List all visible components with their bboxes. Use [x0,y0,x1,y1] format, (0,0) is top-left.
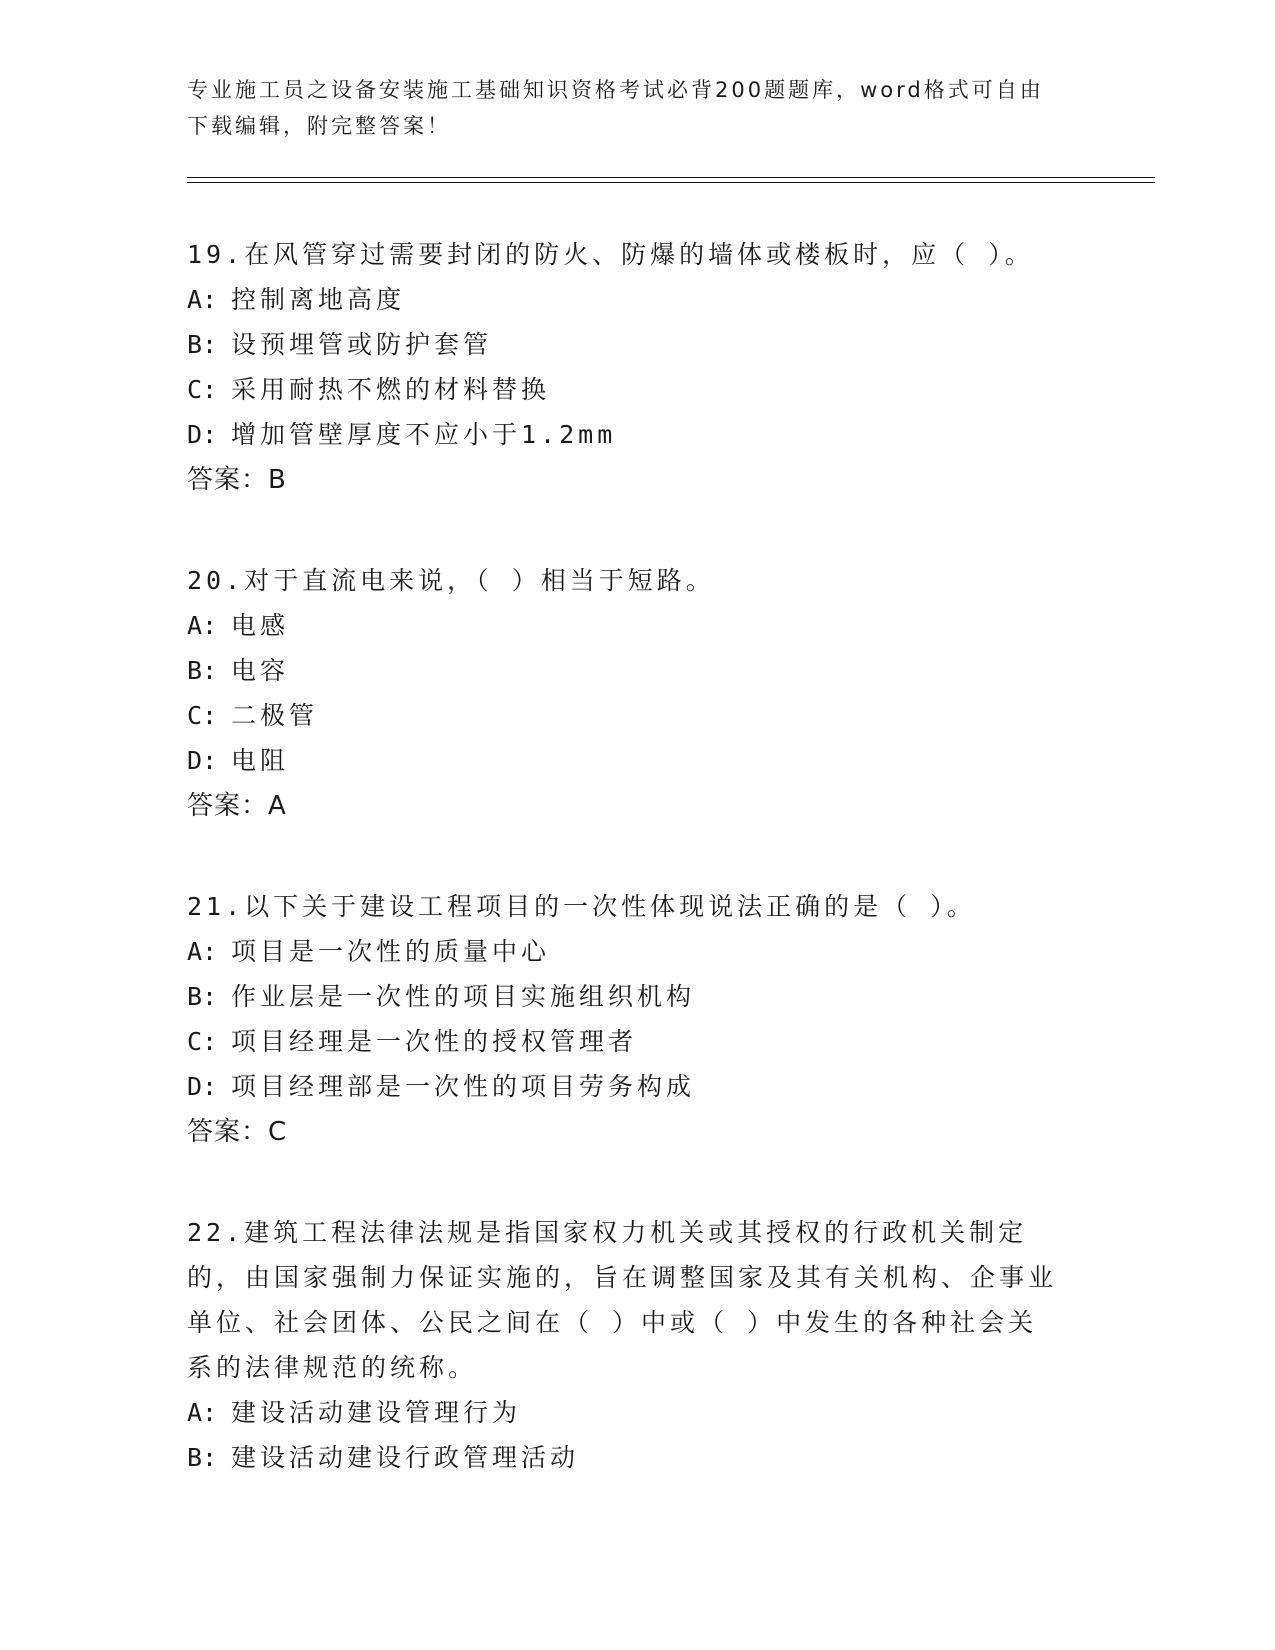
option-letter: B: [187,982,218,1011]
question-list [187,232,1087,1535]
option-a [187,929,1087,974]
option-letter: B: [187,1443,218,1472]
option-letter: B: [187,330,218,359]
option-letter: D: [187,746,218,775]
option-letter: A: [187,937,218,966]
option-text: 电感 [231,611,290,640]
header-divider-top [187,177,1155,178]
option-a [187,277,1087,322]
question-stem: 19.在风管穿过需要封闭的防火、防爆的墙体或楼板时，应（ ）。 [187,240,1034,269]
option-d [187,738,1087,783]
option-letter: C: [187,701,218,730]
option-letter: C: [187,375,218,404]
option-a [187,1390,1087,1435]
option-text: 建设活动建设管理行为 [231,1398,522,1427]
option-letter: A: [187,1398,218,1427]
option-letter: C: [187,1027,218,1056]
option-d [187,412,1087,457]
question-20 [187,558,1087,829]
option-letter: B: [187,656,218,685]
option-b [187,322,1087,367]
option-letter: A: [187,285,218,314]
question-19 [187,232,1087,503]
answer-line: 答案：B [187,465,287,495]
option-text: 作业层是一次性的项目实施组织机构 [231,982,696,1011]
option-text: 设预埋管或防护套管 [231,330,493,359]
option-letter: A: [187,611,218,640]
option-a [187,603,1087,648]
option-text: 电阻 [231,746,290,775]
option-b [187,1435,1087,1480]
option-text: 增加管壁厚度不应小于1.2mm [231,420,617,449]
option-text: 电容 [231,656,290,685]
question-stem: 21.以下关于建设工程项目的一次性体现说法正确的是（ ）。 [187,892,976,921]
answer-line: 答案：A [187,791,287,821]
option-b [187,648,1087,693]
option-text: 控制离地高度 [231,285,406,314]
question-stem: 22.建筑工程法律法规是指国家权力机关或其授权的行政机关制定的，由国家强制力保证实施的，旨在调整国家及其有关机构、企事业单位、社会团体、公民之间在（ ）中或（ ）中发生的各种社会关系的法律规范的统称。 [187,1218,1058,1382]
option-d [187,1064,1087,1109]
question-21 [187,884,1087,1155]
option-c [187,367,1087,412]
answer-line: 答案：C [187,1117,288,1147]
option-b [187,974,1087,1019]
question-stem: 20.对于直流电来说，（ ）相当于短路。 [187,566,715,595]
option-c [187,1019,1087,1064]
option-text: 采用耐热不燃的材料替换 [231,375,551,404]
option-text: 项目是一次性的质量中心 [231,937,551,966]
question-22 [187,1210,1087,1480]
option-c [187,693,1087,738]
option-letter: D: [187,420,218,449]
header-divider-bottom [187,182,1155,183]
option-text: 建设活动建设行政管理活动 [231,1443,580,1472]
option-text: 二极管 [231,701,319,730]
option-text: 项目经理是一次性的授权管理者 [231,1027,638,1056]
option-letter: D: [187,1072,218,1101]
option-text: 项目经理部是一次性的项目劳务构成 [231,1072,696,1101]
document-header: 专业施工员之设备安装施工基础知识资格考试必背200题题库，word格式可自由下载编辑，附完整答案！ [187,78,1044,138]
